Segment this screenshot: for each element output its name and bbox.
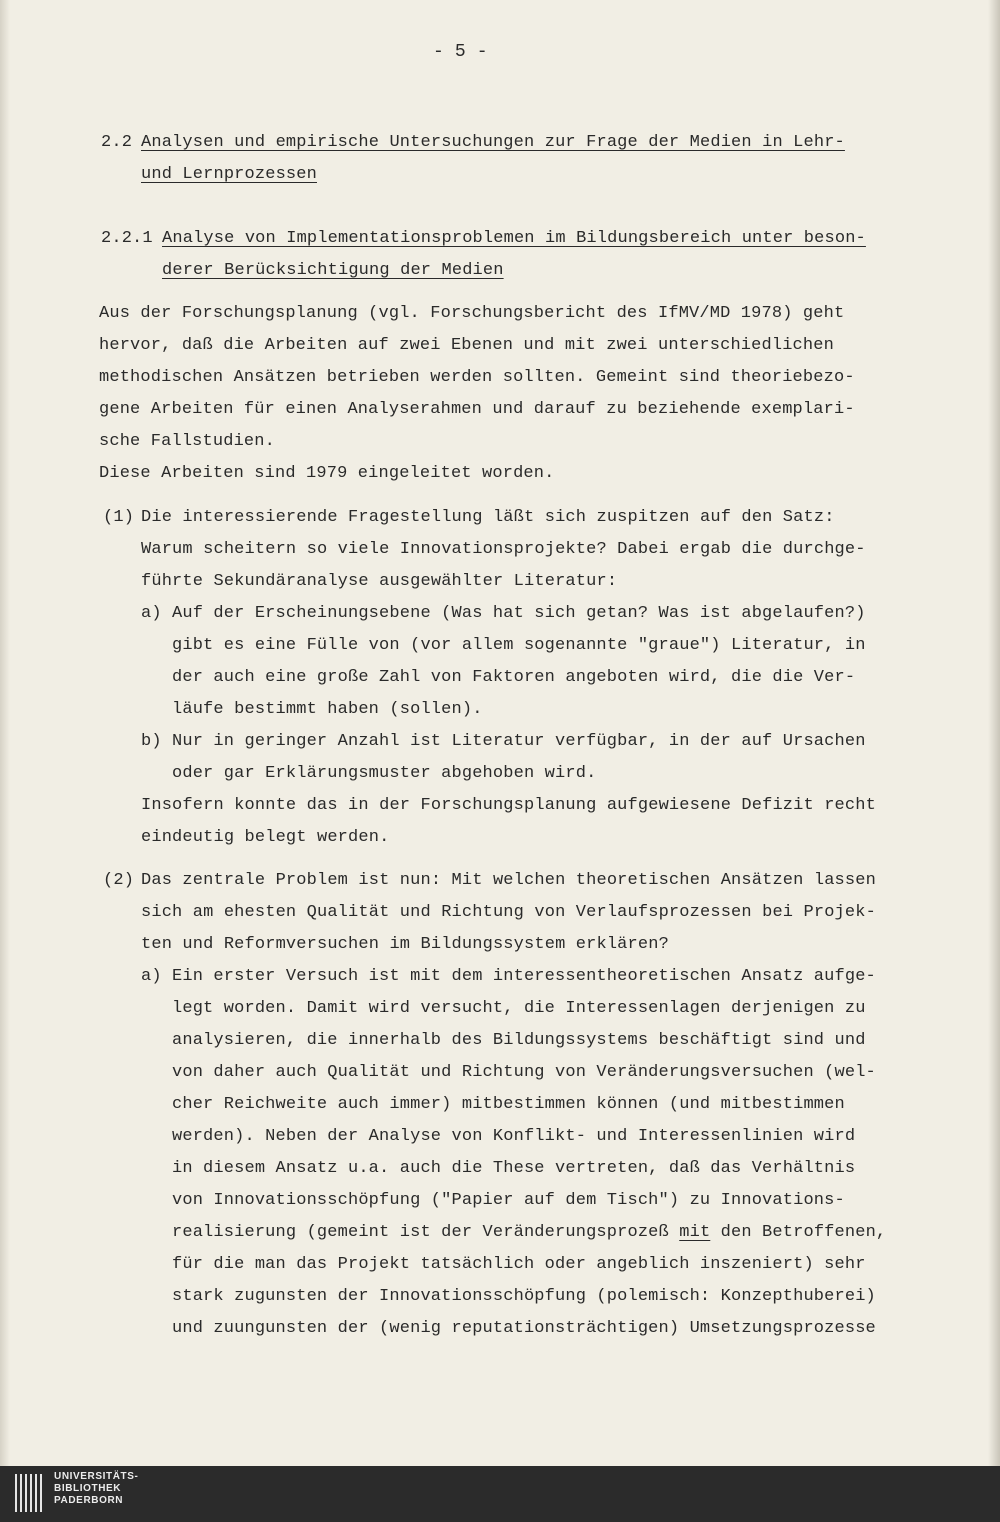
intro-line-5: sche Fallstudien. [99, 432, 275, 451]
section-2-2-title-line-1: Analysen und empirische Untersuchungen zur Frage der Medien in Lehr- [141, 133, 845, 152]
point-2-a-line-8: von Innovationsschöpfung ("Papier auf dem Tisch") zu Innovations- [172, 1191, 845, 1210]
section-2-2-number: 2.2 [101, 133, 133, 152]
point-1-conclusion-line-2: eindeutig belegt werden. [141, 828, 390, 847]
point-1-a-marker: a) [141, 604, 162, 623]
point-2-line-3: ten und Reformversuchen im Bildungssystem erklären? [141, 935, 669, 954]
point-2-line-1: Das zentrale Problem ist nun: Mit welchen theoretischen Ansätzen lassen [141, 871, 876, 890]
logo-text-line-2: BIBLIOTHEK [54, 1483, 122, 1494]
section-2-2-1-number: 2.2.1 [101, 229, 153, 248]
point-2-a-line-9-start: realisierung (gemeint ist der Veränderungsprozeß [172, 1223, 680, 1242]
point-2-a-line-10: für die man das Projekt tatsächlich oder angeblich inszeniert) sehr [172, 1255, 866, 1274]
intro-line-3: methodischen Ansätzen betrieben werden sollten. Gemeint sind theoriebezo- [99, 368, 855, 387]
point-1-b-marker: b) [141, 732, 162, 751]
point-2-a-line-7: in diesem Ansatz u.a. auch die These vertreten, daß das Verhältnis [172, 1159, 856, 1178]
point-1-b-line-2: oder gar Erklärungsmuster abgehoben wird. [172, 764, 597, 783]
page-edge-right [988, 0, 1000, 1466]
point-1-conclusion-line-1: Insofern konnte das in der Forschungsplanung aufgewiesene Defizit recht [141, 796, 876, 815]
section-2-2-1-title-line-2: derer Berücksichtigung der Medien [162, 261, 504, 280]
point-2-a-line-2: legt worden. Damit wird versucht, die Interessenlagen derjenigen zu [172, 999, 866, 1018]
point-1-marker: (1) [103, 508, 135, 527]
point-2-a-line-12: und zuungunsten der (wenig reputationsträchtigen) Umsetzungsprozesse [172, 1319, 876, 1338]
point-1-line-2: Warum scheitern so viele Innovationsprojekte? Dabei ergab die durchge- [141, 540, 866, 559]
intro-line-6: Diese Arbeiten sind 1979 eingeleitet worden. [99, 464, 555, 483]
intro-line-4: gene Arbeiten für einen Analyserahmen und darauf zu beziehende exemplari- [99, 400, 855, 419]
point-2-marker: (2) [103, 871, 135, 890]
intro-line-1: Aus der Forschungsplanung (vgl. Forschungsbericht des IfMV/MD 1978) geht [99, 304, 845, 323]
point-2-a-line-9-end: den Betroffenen, [710, 1223, 887, 1242]
point-2-a-line-5: cher Reichweite auch immer) mitbestimmen können (und mitbestimmen [172, 1095, 845, 1114]
logo-text-line-1: UNIVERSITÄTS- [54, 1471, 139, 1482]
point-1-a-line-4: läufe bestimmt haben (sollen). [172, 700, 483, 719]
page-number: - 5 - [433, 42, 488, 62]
point-2-a-line-6: werden). Neben der Analyse von Konflikt- und Interessenlinien wird [172, 1127, 856, 1146]
point-2-a-line-3: analysieren, die innerhalb des Bildungssystems beschäftigt sind und [172, 1031, 866, 1050]
point-2-a-line-4: von daher auch Qualität und Richtung von Veränderungsversuchen (wel- [172, 1063, 876, 1082]
point-2-a-line-9 [172, 1223, 886, 1243]
section-2-2-title-line-2: und Lernprozessen [141, 165, 317, 184]
point-1-a-line-3: der auch eine große Zahl von Faktoren angeboten wird, die die Ver- [172, 668, 856, 687]
point-1-b-line-1: Nur in geringer Anzahl ist Literatur verfügbar, in der auf Ursachen [172, 732, 866, 751]
emphasis-mit: mit [679, 1223, 711, 1242]
section-2-2-1-title-line-1: Analyse von Implementationsproblemen im Bildungsbereich unter beson- [162, 229, 866, 248]
point-1-a-line-2: gibt es eine Fülle von (vor allem sogenannte "graue") Literatur, in [172, 636, 866, 655]
university-library-logo-icon [14, 1474, 46, 1514]
point-2-a-line-1: Ein erster Versuch ist mit dem interessentheoretischen Ansatz aufge- [172, 967, 876, 986]
point-2-a-line-11: stark zugunsten der Innovationsschöpfung (polemisch: Konzepthuberei) [172, 1287, 876, 1306]
point-2-line-2: sich am ehesten Qualität und Richtung von Verlaufsprozessen bei Projek- [141, 903, 876, 922]
page-edge-left [0, 0, 10, 1466]
point-1-a-line-1: Auf der Erscheinungsebene (Was hat sich getan? Was ist abgelaufen?) [172, 604, 866, 623]
point-1-line-3: führte Sekundäranalyse ausgewählter Literatur: [141, 572, 618, 591]
intro-line-2: hervor, daß die Arbeiten auf zwei Ebenen und mit zwei unterschiedlichen [99, 336, 834, 355]
point-2-a-marker: a) [141, 967, 162, 986]
footer-bar [0, 1466, 1000, 1522]
logo-text-line-3: PADERBORN [54, 1495, 124, 1506]
point-1-line-1: Die interessierende Fragestellung läßt sich zuspitzen auf den Satz: [141, 508, 835, 527]
